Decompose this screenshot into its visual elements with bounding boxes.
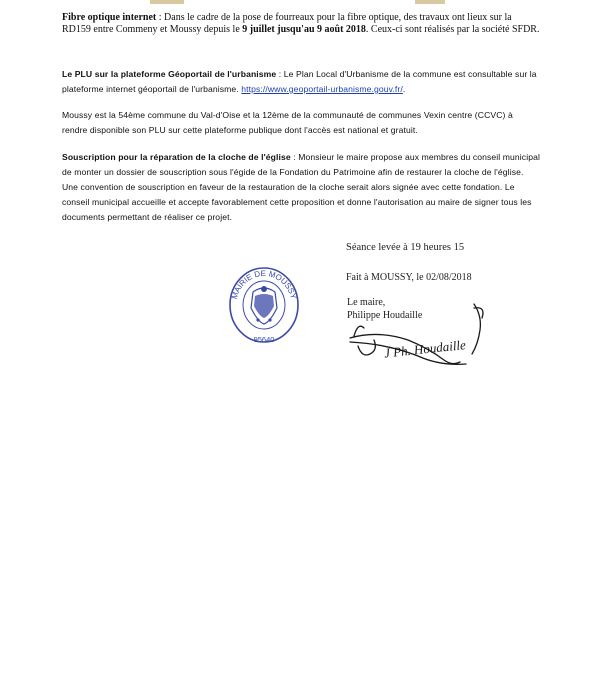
paragraph-title: Souscription pour la réparation de la cloche de l'église <box>62 152 291 162</box>
paragraph-title: Le PLU sur la plateforme Géoportail de l'urbanisme <box>62 69 277 79</box>
paragraph-body: Dans le cadre de la pose de fourreaux pour la fibre optique, des travaux ont lieux sur la RD159 entre Commeny et Moussy depuis le <box>62 12 512 35</box>
paragraph-souscription-cloche: Souscription pour la réparation de la cloche de l'église : Monsieur le maire propose aux membres du conseil municipal de monter un dossier de souscription sous l'égide de la Fondation du Patrimoine afin de restaurer la cloche de l'église. Une convention de souscription en faveur de la restauration de la cloche serait alors signée avec cette fondation. Le conseil municipal accueille et accepte favorablement cette proposition et donne l'autorisation au maire de signer tous les documents permettant de réaliser ce projet. <box>62 152 540 222</box>
stamp-emblem <box>251 286 277 324</box>
paragraph-plu-geoportail: Le PLU sur la plateforme Géoportail de l'urbanisme : Le Plan Local d'Urbanisme de la commune est consultable sur la plateforme internet géoportail de l'urbanisme. https://www.geoportail-urbanisme.gouv.fr/. <box>62 69 537 94</box>
paragraph-body: Moussy est la 54ème commune du Val-d'Oise et la 12ème de la communauté de communes Vexin centre (CCVC) à rendre disponible son PLU sur cette plateforme publique dont l'accès est national et gratuit. <box>62 110 513 135</box>
signature-script: J Ph. Houdaille <box>383 337 467 361</box>
maire-name: Philippe Houdaille <box>347 310 423 321</box>
paragraph-moussy-plu <box>62 108 540 138</box>
paragraph-dates: 9 juillet jusqu'au 9 août 2018 <box>242 24 366 35</box>
mayor-signature <box>348 300 488 380</box>
paragraph-title: Fibre optique internet <box>62 12 157 23</box>
stamp-top-text: MAIRIE DE MOUSSY <box>229 268 299 301</box>
geoportail-link[interactable]: https://www.geoportail-urbanisme.gouv.fr/ <box>241 84 403 94</box>
page-top-artifact <box>150 0 184 4</box>
fait-a-date: Fait à MOUSSY, le 02/08/2018 <box>346 272 472 283</box>
paragraph-body: Le Plan Local d'Urbanisme de la commune est consultable sur la plateforme internet géoportail de l'urbanisme. <box>62 69 537 94</box>
paragraph-fibre-optique: Fibre optique internet : Dans le cadre de la pose de fourreaux pour la fibre optique, des travaux ont lieux sur la RD159 entre Commeny et Moussy depuis le 9 juillet jusqu'au 9 août 2018. Ceux-ci sont réalisés par la société SFDR. <box>62 12 540 35</box>
seance-levee: Séance levée à 19 heures 15 <box>346 242 465 253</box>
mairie-stamp <box>224 262 304 346</box>
maire-title: Le maire, <box>347 297 386 308</box>
paragraph-body: Monsieur le maire propose aux membres du conseil municipal de monter un dossier de souscription sous l'égide de la Fondation du Patrimoine afin de restaurer la cloche de l'église. Une convention de souscription en faveur de la restauration de la cloche serait alors signée avec cette fondation. Le conseil municipal accueille et accepte favorablement cette proposition et donne l'autorisation au maire de signer tous les documents permettant de réaliser ce projet. <box>62 152 540 222</box>
page-top-artifact <box>415 0 445 4</box>
stamp-bottom-text: 95640 <box>253 335 275 344</box>
